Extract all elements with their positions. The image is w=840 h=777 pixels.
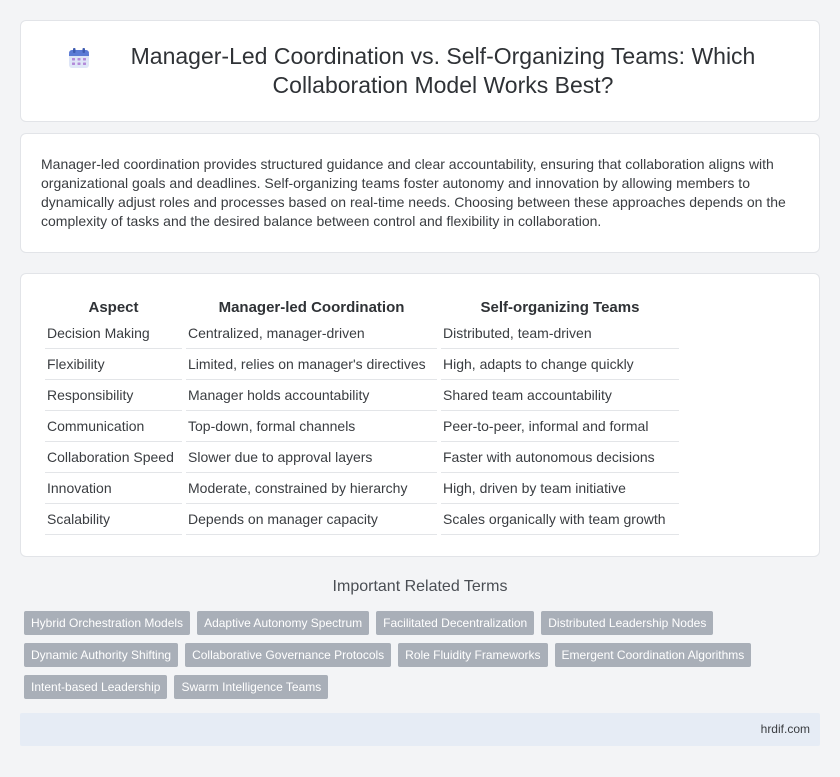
related-term-tag[interactable]: Collaborative Governance Protocols: [185, 643, 391, 667]
table-cell: Depends on manager capacity: [186, 504, 437, 535]
related-term-tag[interactable]: Intent-based Leadership: [24, 675, 167, 699]
table-cell: Moderate, constrained by hierarchy: [186, 473, 437, 504]
related-terms-list: [24, 611, 804, 699]
table-cell: Responsibility: [45, 380, 182, 411]
table-row: [45, 318, 679, 349]
table-cell: Limited, relies on manager's directives: [186, 349, 437, 380]
table-cell: Decision Making: [45, 318, 182, 349]
table-cell: Collaboration Speed: [45, 442, 182, 473]
page-title: Manager-Led Coordination vs. Self-Organizing Teams: Which Collaboration Model Works Best?: [130, 43, 756, 98]
table-cell: Faster with autonomous decisions: [441, 442, 679, 473]
table-cell: Peer-to-peer, informal and formal: [441, 411, 679, 442]
header-self-organizing: Self-organizing Teams: [480, 298, 640, 316]
footer-site-link[interactable]: hrdif.com: [760, 722, 810, 736]
comparison-card: [20, 273, 820, 557]
table-row: [45, 442, 679, 473]
intro-card: [20, 133, 820, 253]
comparison-table: [41, 296, 683, 535]
header-manager-led: Manager-led Coordination: [218, 298, 405, 316]
table-cell: Flexibility: [45, 349, 182, 380]
table-cell: Scalability: [45, 504, 182, 535]
related-terms-title: Important Related Terms: [332, 578, 508, 595]
table-cell: Shared team accountability: [441, 380, 679, 411]
table-row: [45, 380, 679, 411]
related-term-tag[interactable]: Emergent Coordination Algorithms: [555, 643, 752, 667]
table-row: [45, 473, 679, 504]
table-cell: Slower due to approval layers: [186, 442, 437, 473]
table-cell: Centralized, manager-driven: [186, 318, 437, 349]
related-term-tag[interactable]: Role Fluidity Frameworks: [398, 643, 547, 667]
table-cell: High, adapts to change quickly: [441, 349, 679, 380]
related-term-tag[interactable]: Hybrid Orchestration Models: [24, 611, 190, 635]
table-cell: Distributed, team-driven: [441, 318, 679, 349]
calendar-icon: [67, 46, 91, 70]
related-term-tag[interactable]: Adaptive Autonomy Spectrum: [197, 611, 369, 635]
footer: [20, 713, 820, 746]
table-cell: Manager holds accountability: [186, 380, 437, 411]
table-row: [45, 349, 679, 380]
related-term-tag[interactable]: Distributed Leadership Nodes: [541, 611, 713, 635]
intro-paragraph: Manager-led coordination provides structured guidance and clear accountability, ensuring that collaboration aligns with organizational goals and deadlines. Self-organizing teams foster autonomy and innovation by allowing members to dynamically adjust roles and processes based on real-time needs. Choosing between these approaches depends on the complexity of tasks and the desired balance between control and flexibility in collaboration.: [41, 156, 786, 229]
related-term-tag[interactable]: Facilitated Decentralization: [376, 611, 534, 635]
table-cell: High, driven by team initiative: [441, 473, 679, 504]
related-term-tag[interactable]: Swarm Intelligence Teams: [174, 675, 328, 699]
table-cell: Scales organically with team growth: [441, 504, 679, 535]
table-header-row: [45, 296, 679, 318]
table-row: [45, 411, 679, 442]
table-cell: Communication: [45, 411, 182, 442]
table-row: [45, 504, 679, 535]
header-card: [20, 20, 820, 122]
table-cell: Innovation: [45, 473, 182, 504]
related-term-tag[interactable]: Dynamic Authority Shifting: [24, 643, 178, 667]
header-aspect: Aspect: [88, 298, 139, 316]
table-cell: Top-down, formal channels: [186, 411, 437, 442]
